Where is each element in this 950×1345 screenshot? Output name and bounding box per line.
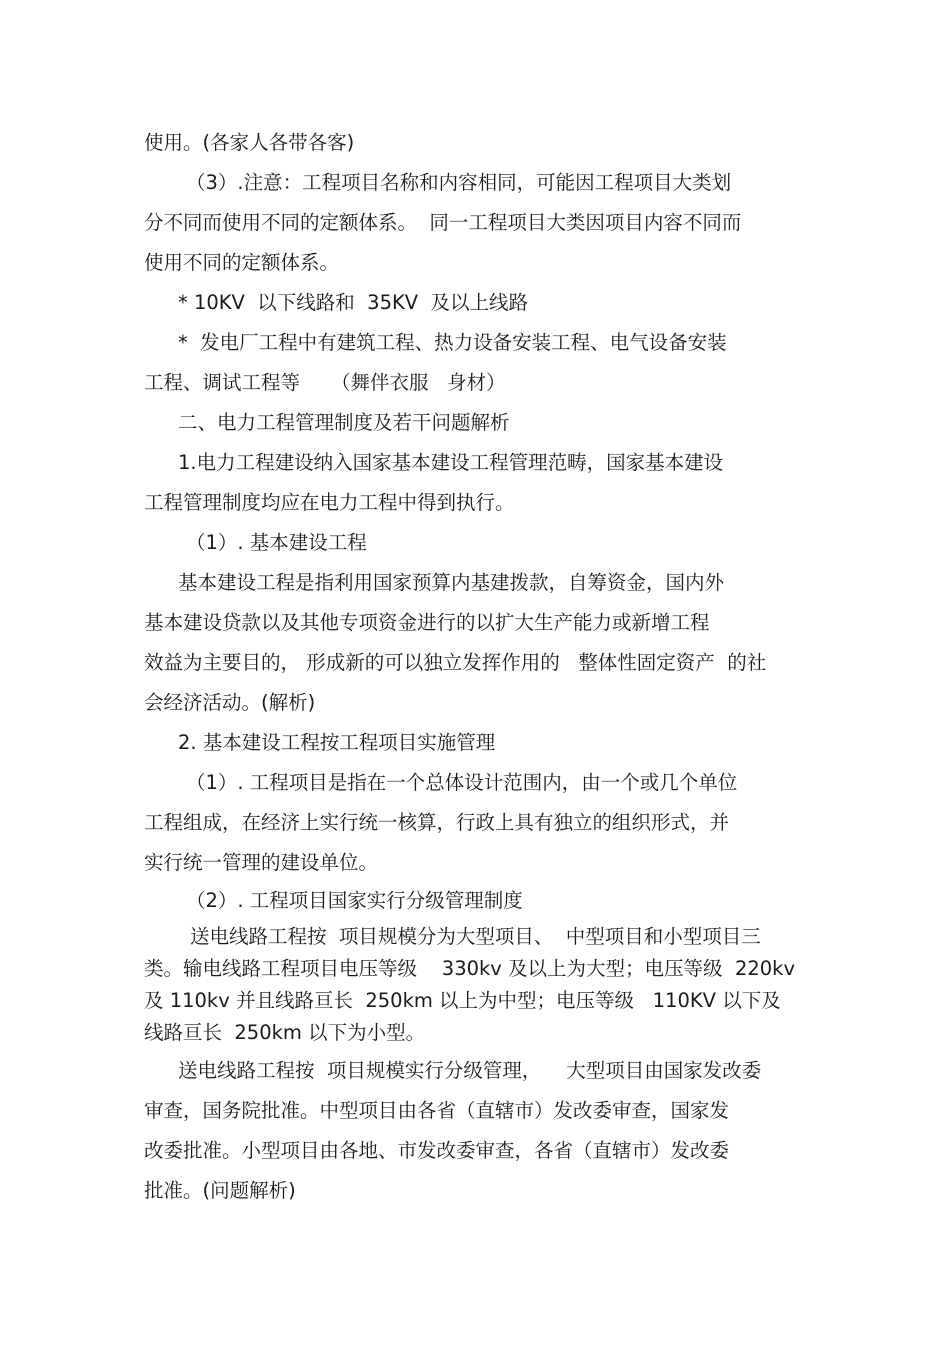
bullet-item: * 10KV 以下线路和 35KV 及以上线路	[178, 291, 529, 314]
text-line: 审查，国务院批准。中型项目由各省（直辖市）发改委审查，国家发	[144, 1099, 730, 1122]
text-line: 使用。(各家人各带各客)	[144, 131, 355, 154]
text-line: 使用不同的定额体系。	[144, 251, 340, 274]
text-line: 1.电力工程建设纳入国家基本建设工程管理范畴，国家基本建设	[178, 451, 724, 474]
subsection-heading: （1）. 基本建设工程	[186, 531, 367, 554]
text-line: 送电线路工程按 项目规模分为大型项目、 中型项目和小型项目三	[190, 925, 761, 948]
text-line: 工程、调试工程等 （舞伴衣服 身材）	[144, 371, 506, 394]
text-line: 分不同而使用不同的定额体系。 同一工程项目大类因项目内容不同而	[144, 211, 742, 234]
section-heading: 2. 基本建设工程按工程项目实施管理	[178, 731, 496, 754]
text-line: 工程组成，在经济上实行统一核算，行政上具有独立的组织形式，并	[144, 811, 730, 834]
text-line: 改委批准。小型项目由各地、市发改委审查，各省（直辖市）发改委	[144, 1139, 730, 1162]
text-line: 会经济活动。(解析)	[144, 691, 316, 714]
text-line: 效益为主要目的， 形成新的可以独立发挥作用的 整体性固定资产 的社	[144, 651, 767, 674]
text-line: （1）. 工程项目是指在一个总体设计范围内，由一个或几个单位	[186, 771, 738, 794]
text-line: 工程管理制度均应在电力工程中得到执行。	[144, 491, 515, 514]
text-line: 基本建设工程是指利用国家预算内基建拨款，自筹资金，国内外	[178, 571, 725, 594]
text-line: 批准。(问题解析)	[144, 1179, 296, 1202]
text-line: 类。输电线路工程项目电压等级 330kv 及以上为大型；电压等级 220kv	[144, 957, 795, 980]
bullet-item: * 发电厂工程中有建筑工程、热力设备安装工程、电气设备安装	[178, 331, 727, 354]
subsection-heading: （2）. 工程项目国家实行分级管理制度	[186, 889, 523, 912]
text-line: 及 110kv 并且线路亘长 250km 以上为中型；电压等级 110KV 以下及	[144, 989, 781, 1012]
section-heading: 二、电力工程管理制度及若干问题解析	[178, 411, 510, 434]
text-line: 实行统一管理的建设单位。	[144, 851, 379, 874]
text-line: 基本建设贷款以及其他专项资金进行的以扩大生产能力或新增工程	[144, 611, 710, 634]
text-line: 送电线路工程按 项目规模实行分级管理， 大型项目由国家发改委	[178, 1059, 762, 1082]
note-heading: （3）.注意：工程项目名称和内容相同，可能因工程项目大类划	[186, 171, 732, 194]
text-line: 线路亘长 250km 以下为小型。	[144, 1021, 426, 1044]
